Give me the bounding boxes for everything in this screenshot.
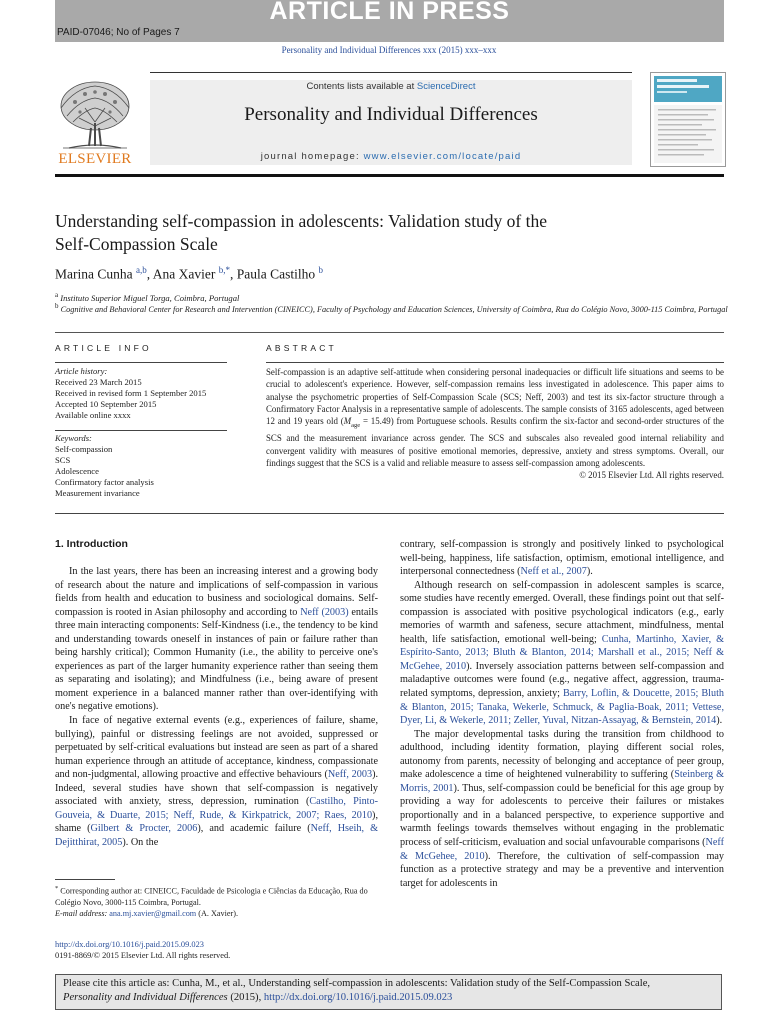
- keywords-block: [55, 433, 154, 499]
- citation-link[interactable]: Neff et al., 2007: [520, 566, 587, 578]
- paragraph: [400, 728, 724, 891]
- citation-link[interactable]: Castilho, Pinto-Gouveia, & Duarte, 2015; Neff, Rude, & Kirkpatrick, 2007; Raes, 2010: [55, 796, 378, 821]
- issn-copyright: 0191-8869/© 2015 Elsevier Ltd. All rights reserved.: [55, 951, 231, 960]
- email-label: E-mail address:: [55, 908, 110, 918]
- citation-link[interactable]: Neff, 2003: [327, 769, 373, 781]
- author-name[interactable]: Ana Xavier: [152, 266, 216, 282]
- journal-cover-thumbnail: [650, 72, 726, 167]
- author-affil-mark[interactable]: a,b: [135, 265, 147, 275]
- header-bottom-rule: [55, 174, 724, 177]
- paragraph: [55, 714, 378, 849]
- affiliation-mark: a: [55, 291, 59, 299]
- homepage-prefix: journal homepage:: [260, 151, 364, 162]
- keywords-label: Keywords:: [55, 433, 92, 443]
- contents-prefix: Contents lists available at: [306, 81, 417, 92]
- citation-link[interactable]: Barry, Loflin, & Doucette, 2015; Bluth & Blanton, 2015; Tanaka, Wekerle, Schmuck, & Paglia-Boak, 2011; Vettese, Dyer, Li, & Wekerle, 2011; Zeller, Yuval, Nitzan-Assayag, & Bernstein, 2014: [400, 688, 724, 727]
- text-run: ). Thus, self-compassion could be beneficial for this age group by providing a way for adolescents to perceive their failures or mistakes proportionally and in a balanced perspective, to experience supportive and warmth feelings towards themselves without engaging in the problematic process of self-criticism, evaluation and social unfavourable comparisons (: [400, 782, 725, 849]
- article-title-line-2: Self-Compassion Scale: [55, 234, 218, 254]
- article-info-heading: ARTICLE INFO: [55, 343, 152, 353]
- article-title-line-1: Understanding self-compassion in adolescents: Validation study of the: [55, 211, 548, 231]
- text-run: ), and academic failure (: [197, 823, 311, 835]
- paragraph: [400, 579, 724, 728]
- email-suffix: (A. Xavier).: [196, 908, 239, 918]
- abstract-text: [266, 366, 724, 481]
- citation-link[interactable]: Steinberg & Morris, 2001: [400, 769, 724, 794]
- affiliation-b: [55, 302, 728, 314]
- body-right-column: [400, 538, 724, 890]
- abstract-copyright: © 2015 Elsevier Ltd. All rights reserved.: [579, 470, 724, 481]
- contents-available-line: [150, 81, 632, 92]
- abstract-rule: [266, 362, 724, 363]
- citation-link[interactable]: Gilbert & Procter, 2006: [90, 823, 198, 835]
- citation-box: [55, 974, 722, 1010]
- author-name[interactable]: Paula Castilho: [236, 266, 316, 282]
- online-date: Available online xxxx: [55, 410, 131, 420]
- author-list: Marina Cunha $^{a,b}$, Ana Xavier $^{b,*}$, Paula Castilho $^b$: [55, 265, 323, 282]
- body-left-column: [55, 565, 378, 849]
- footnote-mark: *: [55, 885, 59, 892]
- cite-text: Please cite this article as: Cunha, M., et al., Understanding self-compassion in adolescents: Validation study of the Self-Compassion Scale,: [63, 978, 651, 989]
- article-in-press-title: ARTICLE IN PRESS: [269, 0, 510, 25]
- citation-link[interactable]: Cunha, Martinho, Xavier, & Espírito-Santo, 2013; Bluth & Blanton, 2014; Marshall et al., 2015; Neff & McGehee, 2010: [400, 633, 725, 672]
- text-run: contrary, self-compassion is strongly and positively linked to psychological well-being, happiness, life satisfaction, optimism, emotional intelligence, and interpersonal connectedness (: [400, 539, 724, 578]
- text-run: ). Inversely association patterns between self-compassion and maladaptive outcomes were found (e.g., negative affect, aggression, trauma-related symptoms, depression, anxiety;: [400, 660, 724, 700]
- text-run: ), shame (: [55, 809, 378, 835]
- affiliation-text: Instituto Superior Miguel Torga, Coimbra, Portugal: [60, 292, 240, 303]
- text-run: ). Therefore, the cultivation of self-compassion may function as a protective strategy and may be a preventive and intervention target for adolescents in: [400, 850, 724, 889]
- text-run: In the last years, there has been an increasing interest and a growing body of research about the nature and implications of self-compassion in various fields from health and education to business and sociological domains. Self-compassion is rooted in Asian philosophy and according to: [55, 566, 378, 618]
- journal-name: Personality and Individual Differences: [244, 104, 538, 125]
- text-run: ).: [586, 566, 593, 578]
- cite-journal: Personality and Individual Differences: [63, 992, 228, 1003]
- homepage-link[interactable]: www.elsevier.com/locate/paid: [363, 151, 522, 162]
- section-rule: [55, 332, 724, 333]
- abstract-part-a: Self-compassion is an adaptive self-attitude when considering personal inadequacies or difficult life situations and seems to be crucial to adolescent's experience. However, self-compassion remains less investigated in adolescence. This paper aims to analyse the psychometric properties of Self-Compassion Scale (SCS; Neff, 2003) and test its six-factor structure through a Confirmatory Factor Analysis in a representative sample of adolescents. The sample consists of 3165 adolescents, aged between 12 and 19 years old (: [266, 367, 724, 427]
- journal-homepage-line: [150, 151, 632, 162]
- history-label: Article history:: [55, 366, 108, 376]
- text-run: Although research on self-compassion in adolescent samples is scarce, some studies have recently emerged. Overall, these findings point out that self-compassion is associated with positive psychological indicators (e.g., early memories of warmth and safeness, secure attachment, mindfulness, mental health, life satisfaction, emotional well-being;: [400, 579, 724, 645]
- paragraph: [400, 538, 724, 579]
- doi-link[interactable]: http://dx.doi.org/10.1016/j.paid.2015.09.023: [55, 940, 204, 949]
- keyword: Self-compassion: [55, 444, 113, 454]
- keyword: Confirmatory factor analysis: [55, 477, 154, 487]
- text-run: ).: [716, 715, 723, 727]
- abstract-part-b: = 15.49) from Portuguese schools. Results confirm the six-factor and second-order structures of the SCS and the measurement invariance across gender. The SCS and subscales also revealed good internal reliability and convergent validity with measures of positive emotional memories, depressive, anxiety and stress symptoms. Overall, our findings suggest that the SCS is a valid and reliable measure to assess self-compassion among adolescents.: [266, 416, 724, 468]
- abstract-bottom-rule: [55, 513, 724, 514]
- corresponding-author-footnote: [55, 883, 385, 919]
- paid-code: PAID-07046; No of Pages 7: [57, 27, 180, 38]
- keyword: Adolescence: [55, 466, 99, 476]
- author-affil-mark[interactable]: b: [318, 265, 323, 275]
- author-affil-mark[interactable]: b,*: [218, 265, 230, 275]
- text-run: entails three main interacting components: Self-Kindness (i.e., the tendency to be kind and understanding towards oneself in instances of pain or failure rather than being harshly critical); Common Humanity (i.e., the ability to perceive one's experiences as part of the larger humanity experience rather than seeing them as separating and isolating); and Mindfulness (i.e., being aware of present moment experience in a balanced manner rather than over-identifying with one's negative emotions).: [55, 606, 379, 713]
- text-run: In face of negative external events (e.g., experiences of failure, shame, bullying), painful or distressing feelings are not avoided, suppressed or perpetuated by self-critical evaluations but instead are seen as part of a shared human experience through an attitude of acceptance, kindness, compassionate and non-judgmental, allowing proactive and effective behaviours (: [55, 715, 378, 781]
- footnote-rule: [55, 879, 115, 880]
- text-run: ). Indeed, several studies have shown that self-compassion is negatively associated with anxiety, stress, depression, rumination (: [55, 769, 379, 808]
- introduction-heading: 1. Introduction: [55, 538, 128, 550]
- keyword: SCS: [55, 455, 71, 465]
- keyword: Measurement invariance: [55, 488, 140, 498]
- text-run: ). On the: [122, 836, 159, 848]
- elsevier-wordmark: ELSEVIER: [58, 151, 132, 167]
- sciencedirect-link[interactable]: ScienceDirect: [416, 81, 476, 92]
- article-info-rule: [55, 362, 227, 363]
- doi-block: [55, 939, 230, 961]
- m-subscript: age: [351, 421, 361, 429]
- keywords-rule: [55, 430, 227, 431]
- received-date: Received 23 March 2015: [55, 377, 142, 387]
- article-title: [55, 210, 715, 256]
- author-name[interactable]: Marina Cunha: [55, 266, 133, 282]
- cite-doi-link[interactable]: http://dx.doi.org/10.1016/j.paid.2015.09.023: [263, 992, 453, 1003]
- text-run: The major developmental tasks during the transition from childhood to adulthood, including identity formation, playing different social roles, autonomy from parents, necessity of belonging and acceptance of peer group, make adolescence a time of heightened vulnerability to suffering (: [400, 728, 724, 781]
- affiliation-mark: b: [55, 302, 59, 310]
- header-top-rule: [150, 72, 632, 73]
- email-link[interactable]: ana.mj.xavier@gmail.com: [109, 908, 197, 918]
- journal-reference[interactable]: Personality and Individual Differences xxx (2015) xxx–xxx: [281, 45, 497, 55]
- paragraph: [55, 565, 378, 714]
- cite-year: (2015),: [227, 992, 264, 1003]
- revised-date: Received in revised form 1 September 2015: [55, 388, 207, 398]
- article-history: [55, 366, 206, 421]
- citation-link[interactable]: Neff, Hseih, & Dejitthirat, 2005: [55, 823, 378, 848]
- footnote-text: Corresponding author at: CINEICC, Faculdade de Psicologia e Ciências da Educação, Rua do Colégio Novo, 3000-115 Coimbra, Portugal.: [55, 886, 368, 907]
- citation-link[interactable]: Neff (2003): [300, 606, 349, 618]
- m-symbol: M: [343, 416, 352, 427]
- affiliation-text: Cognitive and Behavioral Center for Research and Intervention (CINEICC), Faculty of Psychology and Education Sciences, University of Coimbra, Rua do Colégio Novo, 3000-115 Coimbra, Portugal: [60, 304, 728, 314]
- accepted-date: Accepted 10 September 2015: [55, 399, 157, 409]
- abstract-heading: ABSTRACT: [266, 343, 337, 353]
- citation-link[interactable]: Neff & McGehee, 2010: [400, 837, 724, 862]
